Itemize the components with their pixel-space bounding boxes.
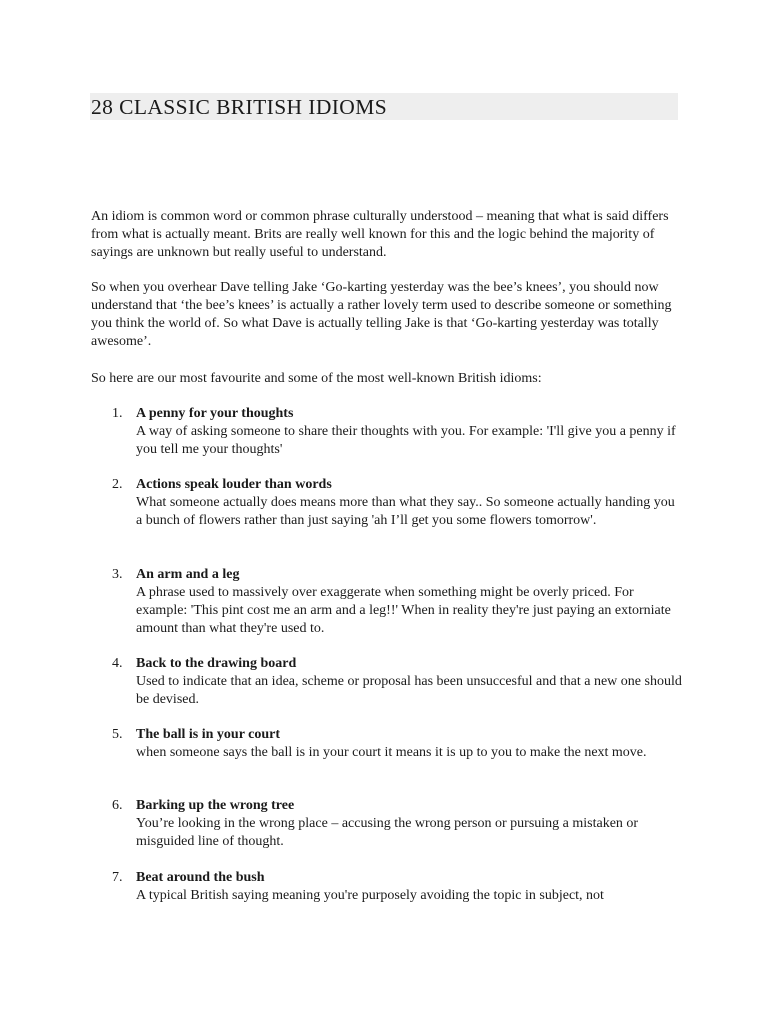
idiom-term: The ball is in your court: [136, 727, 281, 742]
list-number: 2.: [112, 477, 123, 492]
list-number: 6.: [112, 798, 123, 813]
list-number: 5.: [112, 727, 123, 742]
idiom-description: A way of asking someone to share their thoughts with you. For example: 'I'll give you a penny if you tell me your thoughts': [136, 424, 676, 457]
idiom-term: Actions speak louder than words: [136, 477, 332, 492]
intro-paragraph: So when you overhear Dave telling Jake ‘Go-karting yesterday was the bee’s knees’, you should now understand that ‘the bee’s knees’ is actually a rather lovely term used to describe someone or something you think the world of. So what Dave is actually telling Jake is that ‘Go-karting yesterday was totally awesome’.: [91, 280, 672, 349]
intro-paragraph: An idiom is common word or common phrase culturally understood – meaning that what is said differs from what is actually meant. Brits are really well known for this and the logic behind the majority of sayings are unknown but really useful to understand.: [91, 209, 669, 260]
list-number: 3.: [112, 567, 123, 582]
idiom-term: Back to the drawing board: [136, 656, 297, 671]
idiom-term: Beat around the bush: [136, 870, 265, 885]
idiom-term: An arm and a leg: [136, 567, 240, 582]
idiom-description: You’re looking in the wrong place – accusing the wrong person or pursuing a mistaken or misguided line of thought.: [136, 816, 639, 849]
idiom-description: when someone says the ball is in your court it means it is up to you to make the next move.: [136, 745, 647, 760]
idiom-description: A typical British saying meaning you're purposely avoiding the topic in subject, not: [136, 888, 604, 903]
list-number: 4.: [112, 656, 123, 671]
idiom-description: A phrase used to massively over exaggerate when something might be overly priced. For example: 'This pint cost me an arm and a leg!!' When in reality they're just paying an extorniate amount than what they're used to.: [136, 585, 671, 636]
document-title: 28 CLASSIC BRITISH IDIOMS: [91, 95, 388, 119]
idiom-term: Barking up the wrong tree: [136, 798, 295, 813]
intro-paragraph: So here are our most favourite and some of the most well-known British idioms:: [91, 371, 542, 386]
idiom-description: What someone actually does means more than what they say.. So someone actually handing you a bunch of flowers rather than just saying 'ah I’ll get you some flowers tomorrow'.: [136, 495, 675, 528]
idiom-description: Used to indicate that an idea, scheme or proposal has been unsuccesful and that a new one should be devised.: [136, 674, 682, 707]
idiom-term: A penny for your thoughts: [136, 406, 294, 421]
list-number: 7.: [112, 870, 123, 885]
list-number: 1.: [112, 406, 123, 421]
